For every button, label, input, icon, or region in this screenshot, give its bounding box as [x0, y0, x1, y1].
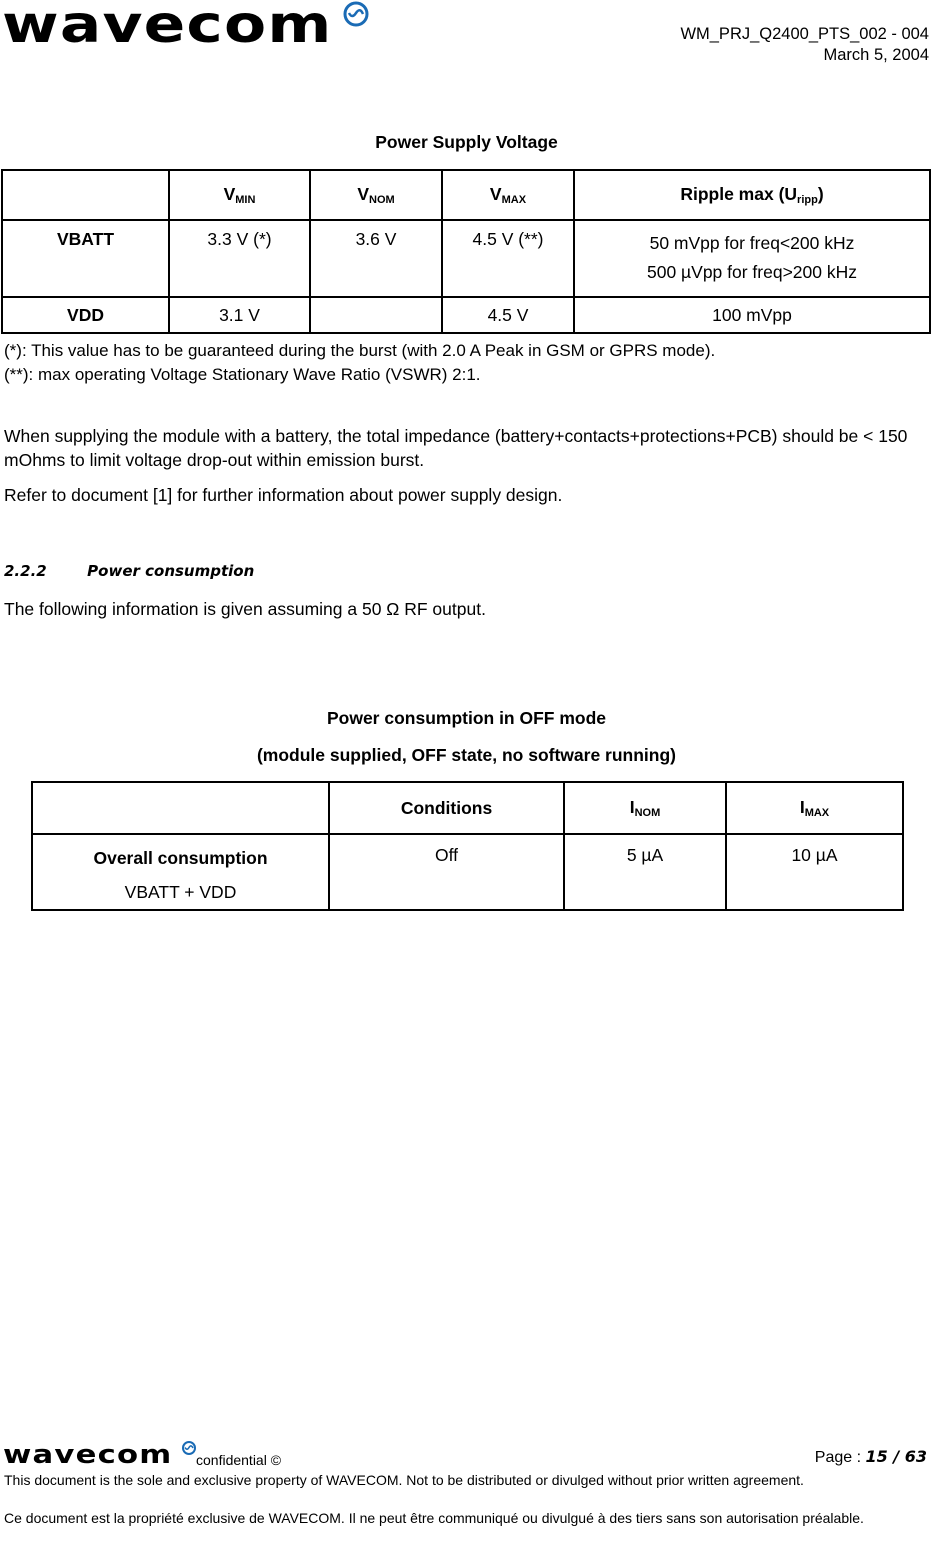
header-vnom: $V_{NOM}$ — [310, 170, 442, 220]
cell-vmax: 4.5 V (**) — [442, 220, 574, 297]
header-ripple: Ripple $\max (U_{ripp})$ — [574, 170, 930, 220]
header-empty-cell — [2, 170, 169, 220]
row-label — [32, 834, 329, 910]
cell-ripple — [574, 220, 930, 297]
section-number: 2.2.2 — [4, 562, 47, 580]
footer-logo — [3, 1440, 203, 1470]
section-intro: The following information is given assuming a 50 Ω RF output. — [4, 599, 486, 619]
ripple-line-2: 500 µVpp for freq>200 kHz — [647, 262, 857, 282]
cell-vmin: 3.3 V (*) — [169, 220, 310, 297]
footer-page — [815, 1447, 927, 1467]
footer-logo-swirl-icon — [181, 1440, 197, 1456]
footnote-2: (**): max operating Voltage Stationary Wave Ratio (VSWR) 2:1. — [4, 365, 481, 384]
logo-swirl-icon — [342, 0, 370, 28]
row-label-line-2: VBATT + VDD — [124, 882, 237, 902]
cell-ripple: 100 mVpp — [574, 297, 930, 333]
cell-vnom — [310, 297, 442, 333]
table-row — [2, 220, 930, 297]
refer-paragraph: Refer to document [1] for further information about power supply design. — [4, 485, 563, 505]
logo-wordmark: wavecom — [2, 0, 333, 55]
header-inom: $I_{NOM}$ — [564, 782, 726, 834]
header-conditions: Conditions — [329, 782, 564, 834]
footer-logo-wordmark: wavecom — [3, 1440, 173, 1470]
section-heading — [4, 562, 254, 581]
footnote-1: (*): This value has to be guaranteed during the burst (with 2.0 A Peak in GSM or GPRS mode). — [4, 341, 716, 360]
section-title: Power consumption — [87, 562, 255, 580]
page-number: 15 / 63 — [865, 1447, 927, 1466]
header-imax: $I_{MAX}$ — [726, 782, 903, 834]
off-table-subtitle: (module supplied, OFF state, no software running) — [256, 745, 677, 765]
cell-vnom: 3.6 V — [310, 220, 442, 297]
off-table-title: Power consumption in OFF mode — [326, 708, 607, 728]
footer-confidential: confidential © — [196, 1452, 282, 1468]
page-label: Page : — [814, 1449, 866, 1466]
voltage-table-title: Power Supply Voltage — [375, 132, 558, 152]
cell-vmin: 3.1 V — [169, 297, 310, 333]
off-mode-table — [31, 781, 904, 911]
impedance-paragraph: When supplying the module with a battery, the total impedance (battery+contacts+protections+PCB) should be < 150 mOhms to limit voltage drop-out within emission burst. — [4, 426, 908, 470]
header-logo — [2, 0, 372, 55]
footer-legal-fr: Ce document est la propriété exclusive de WAVECOM. Il ne peut être communiqué ou divulgué à des tiers sans son autorisation préalable. — [4, 1510, 864, 1526]
footer-legal-en: This document is the sole and exclusive property of WAVECOM. Not to be distributed or divulged without prior written agreement. — [4, 1472, 804, 1488]
doc-date: March 5, 2004 — [823, 46, 929, 64]
header-info — [680, 24, 929, 66]
row-label-line-1: Overall consumption — [93, 848, 268, 868]
cell-vmax: 4.5 V — [442, 297, 574, 333]
ripple-line-1: 50 mVpp for freq<200 kHz — [649, 233, 855, 253]
cell-conditions: Off — [329, 834, 564, 910]
header-vmax: $V_{MAX}$ — [442, 170, 574, 220]
header-vmin: $V_{MIN}$ — [169, 170, 310, 220]
cell-inom: 5 µA — [564, 834, 726, 910]
header-empty-cell — [32, 782, 329, 834]
cell-imax: 10 µA — [726, 834, 903, 910]
row-label: VDD — [2, 297, 169, 333]
doc-reference: WM_PRJ_Q2400_PTS_002 - 004 — [680, 25, 929, 43]
table-row — [32, 834, 903, 910]
voltage-table — [1, 169, 931, 334]
row-label: VBATT — [2, 220, 169, 297]
table-row — [2, 297, 930, 333]
